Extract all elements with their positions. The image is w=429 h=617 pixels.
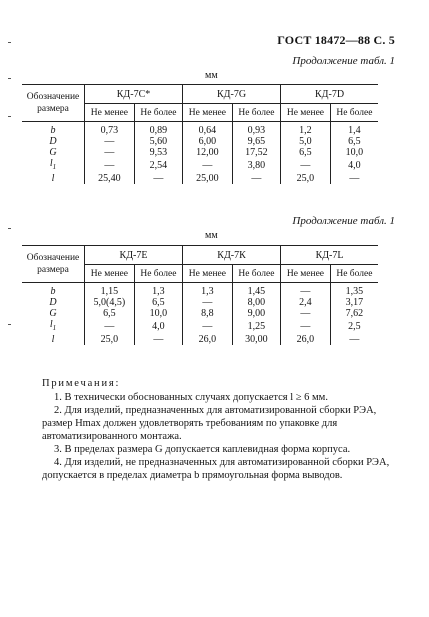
max-header: Не более	[134, 104, 182, 122]
table-cell: 4,0	[330, 158, 378, 173]
table-row	[22, 283, 378, 298]
table-cell: 2,4	[281, 297, 331, 308]
dimension-symbol: $l_1$	[49, 319, 57, 332]
dimension-symbol: D	[49, 136, 57, 147]
min-header: Не менее	[281, 104, 331, 122]
group-header: КД-7L	[281, 246, 378, 265]
table-cell: 25,0	[85, 334, 135, 345]
table-cell: 3,17	[330, 297, 378, 308]
table-cell: 1,25	[232, 319, 280, 334]
table-cell: 1,35	[330, 283, 378, 298]
row-header: Обозначение размера	[22, 246, 85, 283]
min-header: Не менее	[85, 104, 135, 122]
table-cell: —	[183, 297, 233, 308]
table-cell: 6,5	[134, 297, 182, 308]
table-row	[22, 334, 378, 345]
table-cell: 0,73	[85, 122, 135, 137]
dimension-symbol: l	[51, 173, 55, 184]
table-cell: 12,00	[183, 147, 233, 158]
max-header: Не более	[232, 265, 280, 283]
table-cell: 1,2	[281, 122, 331, 137]
table-cell: 6,5	[330, 136, 378, 147]
max-header: Не более	[330, 265, 378, 283]
table-cell: 26,0	[183, 334, 233, 345]
table-cell: 17,52	[232, 147, 280, 158]
table-cell: 0,93	[232, 122, 280, 137]
dimension-symbol: G	[49, 308, 57, 319]
max-header: Не более	[330, 104, 378, 122]
table-cell: —	[281, 319, 331, 334]
table-row	[22, 297, 378, 308]
table-cell: 30,00	[232, 334, 280, 345]
table-cell: 10,0	[330, 147, 378, 158]
table-cell: 0,64	[183, 122, 233, 137]
table-cell: 1,45	[232, 283, 280, 298]
note-item: 4. Для изделий, не предназначенных для автоматизированной сборки РЭА, допускается в пределах диаметра b прямоугольная форма выводов.	[42, 457, 390, 481]
table-cell: —	[232, 173, 280, 184]
table-cell: 6,5	[281, 147, 331, 158]
table-cell: 26,0	[281, 334, 331, 345]
group-header: КД-7С*	[85, 85, 183, 104]
table-cell: 25,40	[85, 173, 135, 184]
table-cell: —	[134, 173, 182, 184]
notes-title: Примечания:	[42, 378, 121, 389]
table-cell: 2,54	[134, 158, 182, 173]
table-cell: 7,62	[330, 308, 378, 319]
table-cell: 9,00	[232, 308, 280, 319]
table-body	[22, 283, 378, 346]
table-cell: 8,00	[232, 297, 280, 308]
table-cell: 6,00	[183, 136, 233, 147]
table-cell: —	[85, 319, 135, 334]
table-cell: —	[85, 136, 135, 147]
max-header: Не более	[134, 265, 182, 283]
dimension-symbol: b	[50, 125, 56, 136]
dimensions-table-1	[22, 84, 378, 184]
row-header: Обозначение размера	[22, 85, 85, 122]
unit-label: мм	[205, 230, 218, 241]
table-cell: 5,0	[281, 136, 331, 147]
table-cell: 1,15	[85, 283, 135, 298]
table-cell: 1,3	[134, 283, 182, 298]
table-cell: 10,0	[134, 308, 182, 319]
table-cell: 3,80	[232, 158, 280, 173]
table-cell: —	[85, 147, 135, 158]
min-header: Не менее	[85, 265, 135, 283]
group-header: КД-7К	[183, 246, 281, 265]
table-row	[22, 319, 378, 334]
table-cell: 2,5	[330, 319, 378, 334]
table-cell: 25,00	[183, 173, 233, 184]
dimension-symbol: b	[50, 286, 56, 297]
table-cell: —	[183, 158, 233, 173]
table-cell: 9,53	[134, 147, 182, 158]
group-header: КД-7Е	[85, 246, 183, 265]
table-cell: 1,3	[183, 283, 233, 298]
table-cell: 5,60	[134, 136, 182, 147]
dimension-symbol: $l_1$	[49, 158, 57, 171]
table-cell: —	[281, 308, 331, 319]
page-header: ГОСТ 18472—88 С. 5	[277, 33, 395, 47]
note-item: 3. В пределах размера G допускается каплевидная форма корпуса.	[54, 444, 351, 455]
dimension-symbol: G	[49, 147, 57, 158]
table-cell: —	[281, 283, 331, 298]
table-row	[22, 122, 378, 137]
note-item: 1. В технически обоснованных случаях допускается l ≥ 6 мм.	[54, 392, 328, 403]
table-cell: 9,65	[232, 136, 280, 147]
table-row	[22, 136, 378, 147]
table-cell: 0,89	[134, 122, 182, 137]
table-row	[22, 173, 378, 184]
max-header: Не более	[232, 104, 280, 122]
table-cell: 8,8	[183, 308, 233, 319]
table-cell: 5,0(4,5)	[85, 297, 135, 308]
table-body	[22, 122, 378, 185]
min-header: Не менее	[281, 265, 331, 283]
min-header: Не менее	[183, 265, 233, 283]
table-cell: 25,0	[281, 173, 331, 184]
group-header: КД-7G	[183, 85, 281, 104]
table-cell: —	[134, 334, 182, 345]
dimension-symbol: D	[49, 297, 57, 308]
table-row	[22, 158, 378, 173]
table-row	[22, 147, 378, 158]
table-cell: 4,0	[134, 319, 182, 334]
table-row	[22, 308, 378, 319]
note-item: 2. Для изделий, предназначенных для автоматизированной сборки РЭА, размер Hmax должен удовлетворять требованиям по упаковке для автоматизированного монтажа.	[42, 405, 377, 442]
table-cell: —	[330, 334, 378, 345]
min-header: Не менее	[183, 104, 233, 122]
table-cell: —	[85, 158, 135, 173]
table-cell: —	[183, 319, 233, 334]
notes-section	[42, 377, 402, 482]
table-cell: 1,4	[330, 122, 378, 137]
table-continuation-label: Продолжение табл. 1	[292, 55, 395, 67]
unit-label: мм	[205, 70, 218, 81]
group-header: КД-7D	[281, 85, 378, 104]
table-cell: —	[330, 173, 378, 184]
table-cell: —	[281, 158, 331, 173]
dimensions-table-2	[22, 245, 378, 345]
table-cell: 6,5	[85, 308, 135, 319]
dimension-symbol: l	[51, 334, 55, 345]
table-continuation-label: Продолжение табл. 1	[292, 215, 395, 227]
